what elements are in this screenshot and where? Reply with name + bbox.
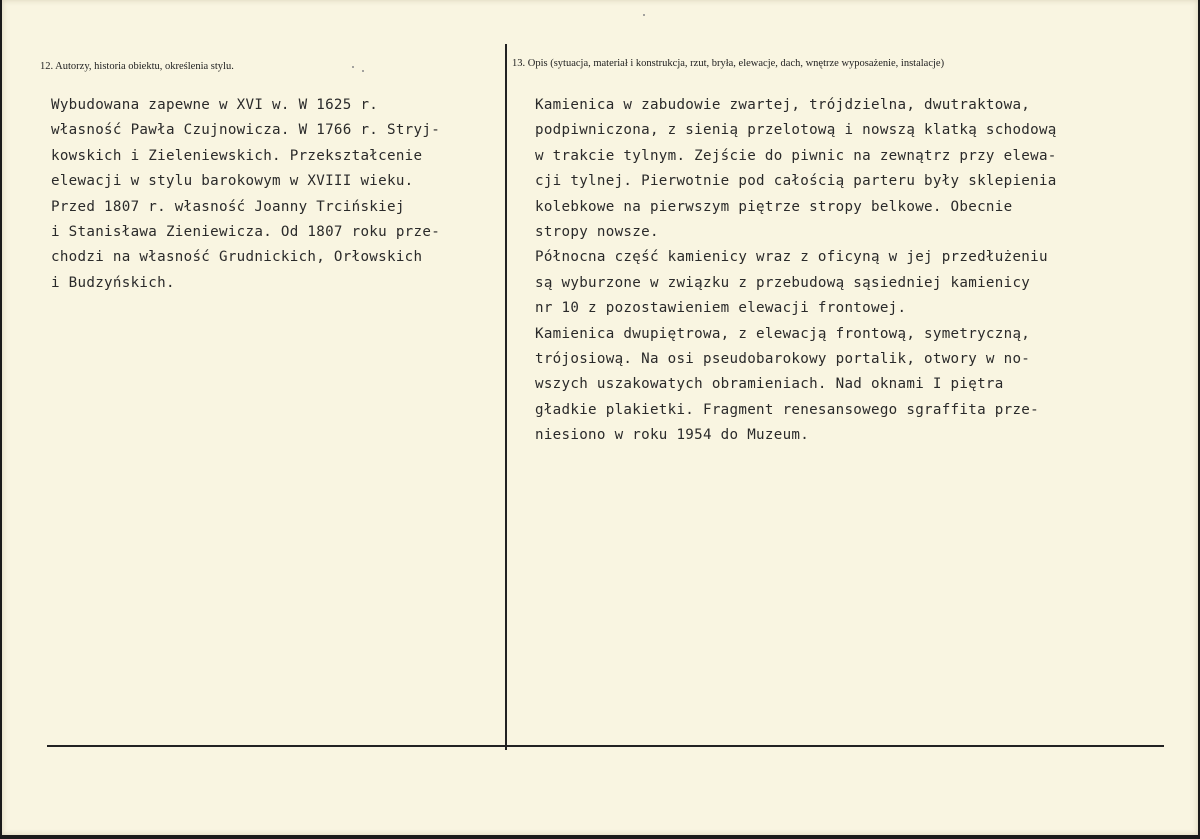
- text-line: własność Pawła Czujnowicza. W 1766 r. Stryj-: [51, 122, 441, 139]
- paper-speck: [643, 14, 645, 16]
- section-12-text: [51, 93, 440, 296]
- text-line: podpiwniczona, z sienią przelotową i nowszą klatką schodową: [535, 122, 1057, 139]
- text-line: Kamienica w zabudowie zwartej, trójdzielna, dwutraktowa,: [535, 97, 1031, 113]
- text-line: chodzi na własność Grudnickich, Orłowskich: [51, 249, 423, 266]
- bottom-rule: [47, 745, 1164, 747]
- text-line: cji tylnej. Pierwotnie pod całością parteru były sklepienia: [535, 173, 1057, 190]
- text-line: elewacji w stylu barokowym w XVIII wieku.: [51, 173, 414, 190]
- text-line: Przed 1807 r. własność Joanny Trcińskiej: [51, 198, 405, 215]
- column-divider: [505, 44, 507, 750]
- text-line: są wyburzone w związku z przebudową sąsiedniej kamienicy: [535, 274, 1031, 291]
- text-line: i Stanisława Zieniewicza. Od 1807 roku prze-: [51, 224, 441, 241]
- text-line: kowskich i Zieleniewskich. Przekształcenie: [51, 147, 423, 164]
- text-line: trójosiową. Na osi pseudobarokowy portalik, otwory w no-: [535, 351, 1031, 368]
- paper-speck: [352, 66, 354, 68]
- section-12-header: 12. Autorzy, historia obiektu, określenia stylu.: [40, 61, 234, 72]
- section-13-header: 13. Opis (sytuacja, materiał i konstrukcja, rzut, bryła, elewacje, dach, wnętrze wyposażenie, instalacje): [512, 58, 945, 69]
- text-line: Kamienica dwupiętrowa, z elewacją frontową, symetryczną,: [535, 325, 1031, 342]
- text-line: Północna część kamienicy wraz z oficyną w jej przedłużeniu: [535, 249, 1048, 266]
- text-line: Wybudowana zapewne w XVI w. W 1625 r.: [51, 97, 379, 113]
- text-line: gładkie plakietki. Fragment renesansowego sgraffita prze-: [535, 401, 1039, 418]
- text-line: nr 10 z pozostawieniem elewacji frontowej.: [535, 300, 907, 317]
- text-line: w trakcie tylnym. Zejście do piwnic na zewnątrz przy elewa-: [535, 147, 1057, 164]
- text-line: kolebkowe na pierwszym piętrze stropy belkowe. Obecnie: [535, 198, 1013, 215]
- paper-speck: [362, 70, 364, 72]
- section-13-text: [535, 93, 1057, 449]
- text-line: stropy nowsze.: [535, 224, 659, 241]
- text-line: i Budzyńskich.: [51, 274, 175, 291]
- record-card: [2, 0, 1198, 835]
- text-line: wszych uszakowatych obramieniach. Nad oknami I piętra: [535, 376, 1004, 393]
- text-line: niesiono w roku 1954 do Muzeum.: [535, 427, 810, 444]
